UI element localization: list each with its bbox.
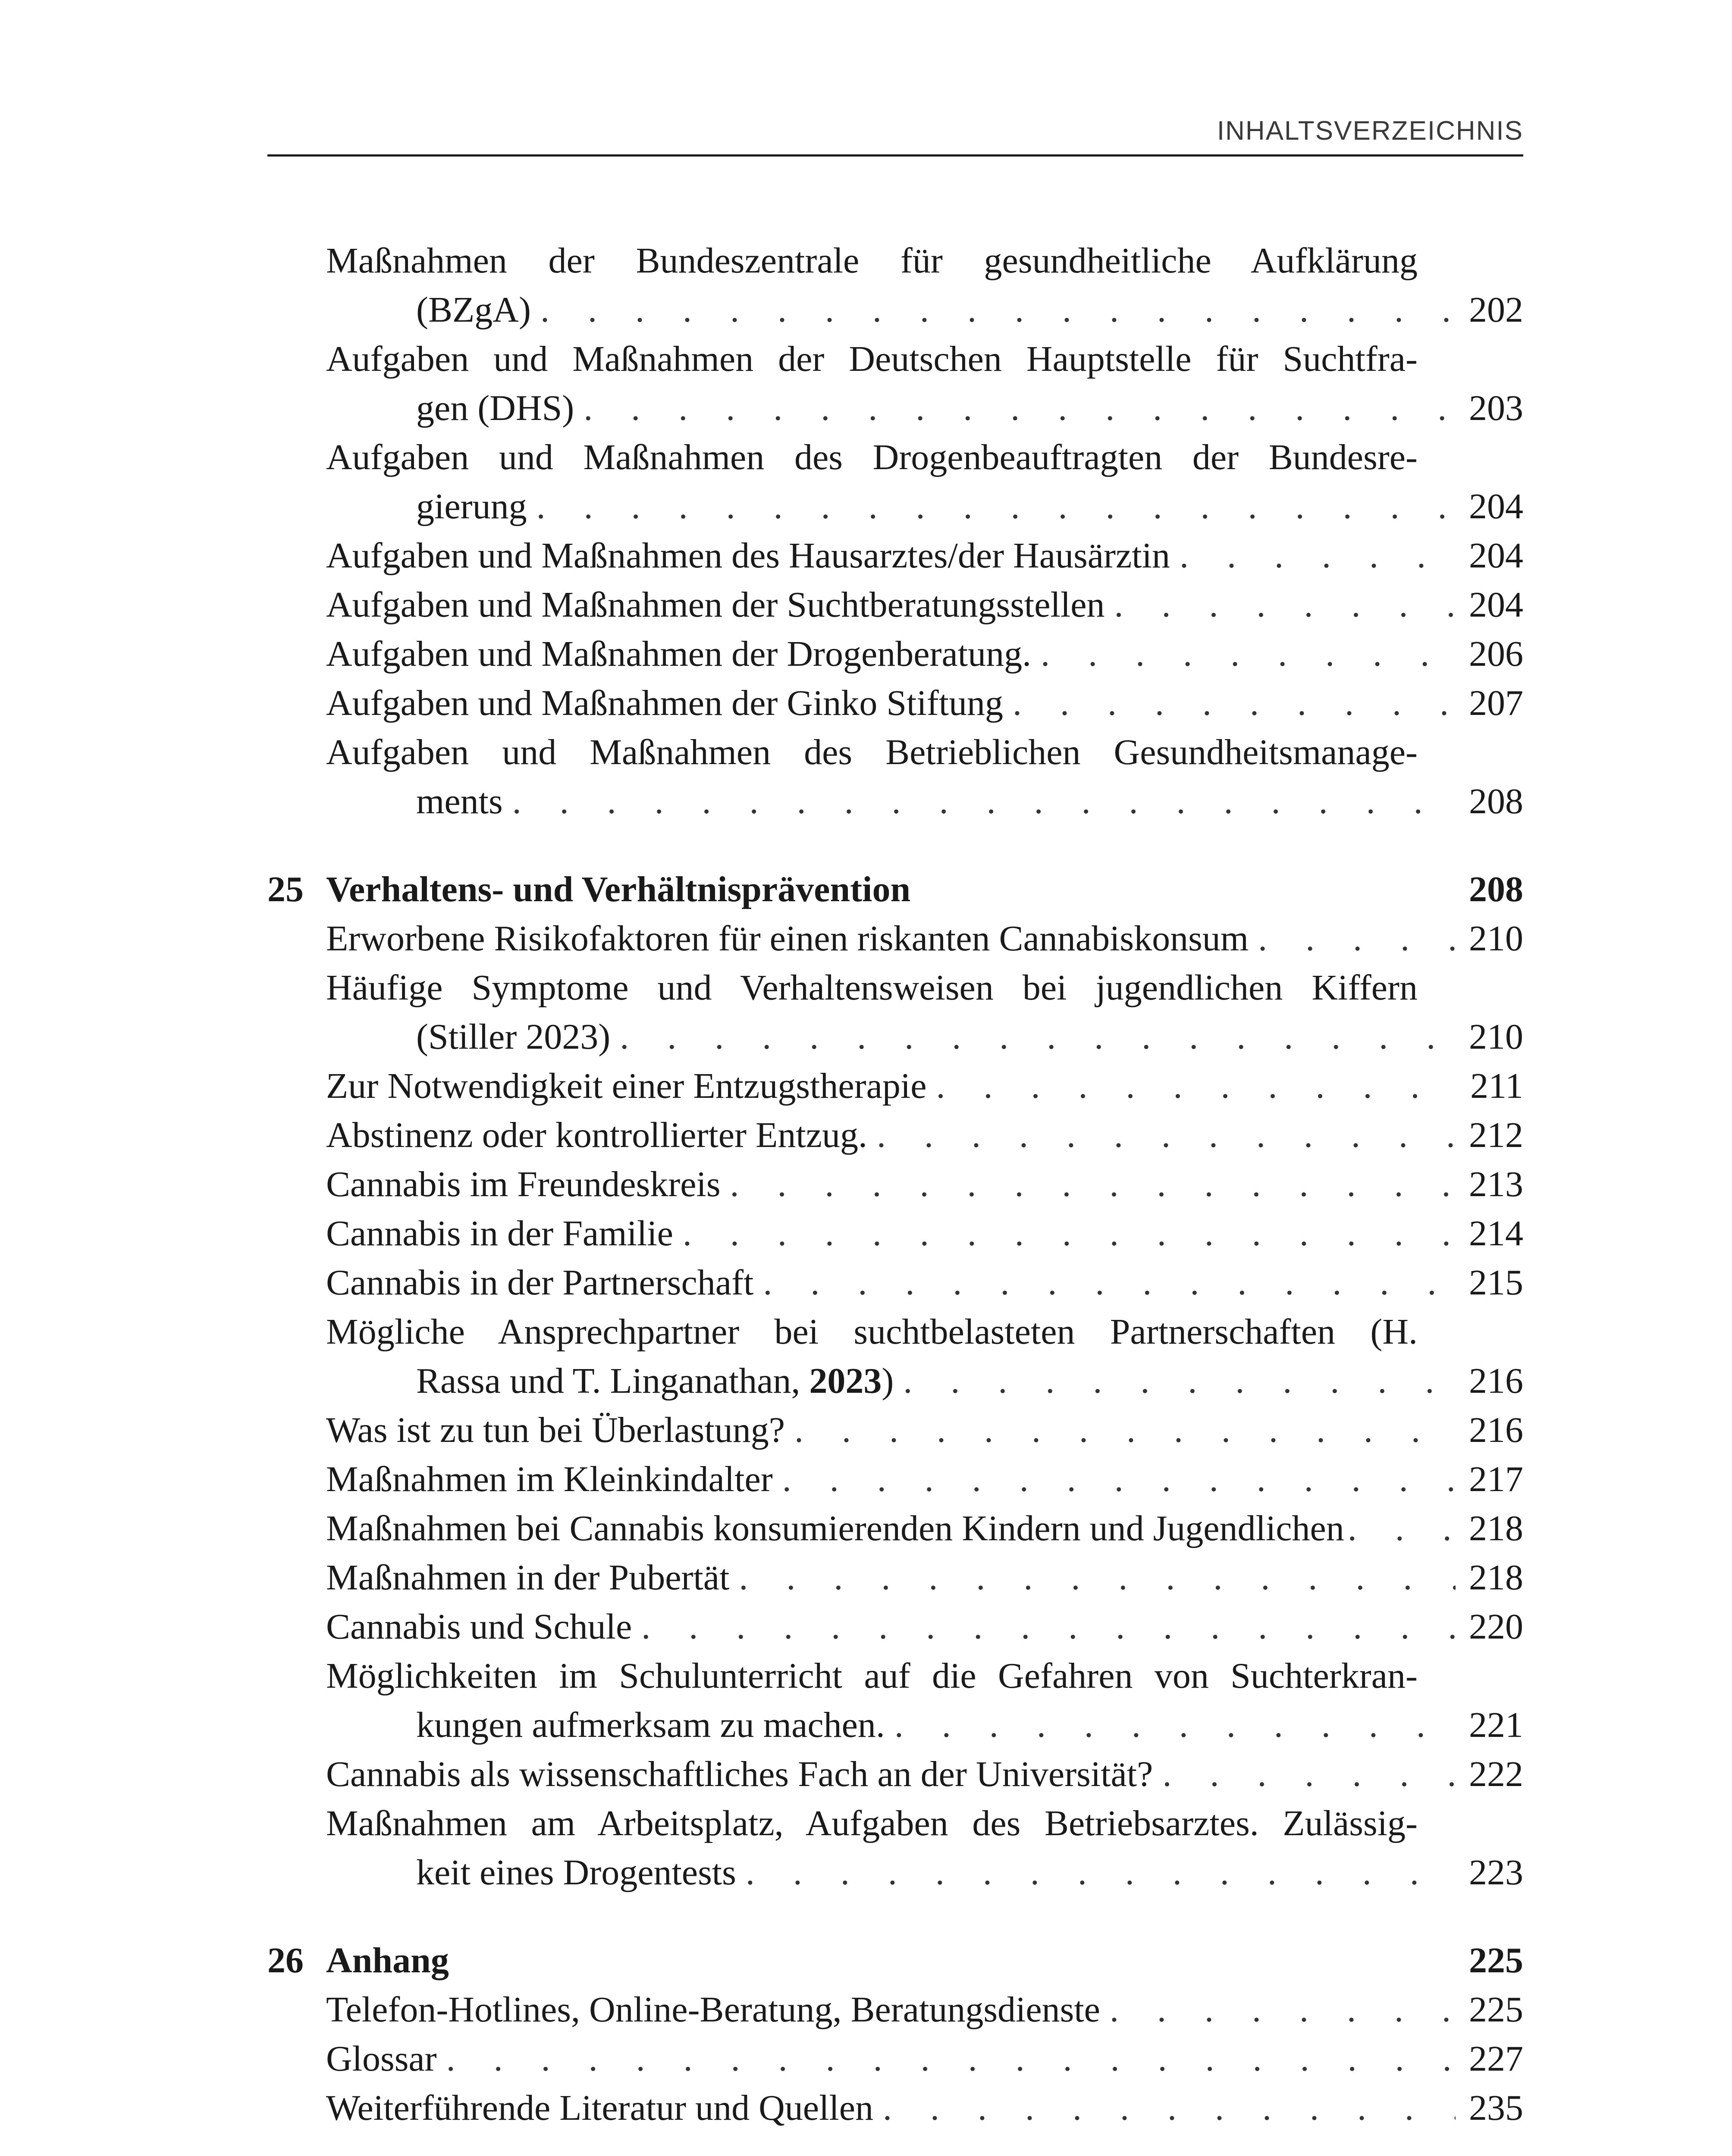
running-header-title: INHALTSVERZEICHNIS: [1217, 116, 1523, 146]
toc-page-number: 225: [1469, 1990, 1523, 2030]
toc-entry-title: Cannabis und Schule: [326, 1607, 632, 1647]
toc-entry-line: Häufige Symptome und Verhaltensweisen bei jugendlichen Kiffern: [326, 968, 1418, 1008]
dot-leader: [763, 1258, 1456, 1307]
toc-entry[interactable]: [267, 1504, 1523, 1553]
toc-entry[interactable]: [267, 2084, 1523, 2133]
toc-entry-title: Was ist zu tun bei Überlastung?: [326, 1410, 785, 1450]
toc-entry[interactable]: [267, 1357, 1523, 1406]
chapter-number: 26: [267, 1940, 304, 1981]
toc-entry-title: ments: [416, 781, 503, 821]
toc-entry-title: Cannabis in der Partnerschaft: [326, 1263, 754, 1303]
dot-leader: [446, 2034, 1456, 2084]
dot-leader: [739, 1553, 1456, 1602]
toc-entry-line: Mögliche Ansprechpartner bei suchtbelasteten Partnerschaften (H.: [326, 1312, 1418, 1352]
toc-page-number: 222: [1469, 1754, 1523, 1794]
chapter-title: Verhaltens- und Verhältnisprävention: [326, 869, 911, 909]
toc-entry-title: (Stiller 2023): [416, 1017, 611, 1057]
dot-leader: [620, 1012, 1456, 1062]
toc-entry-line: Möglichkeiten im Schulunterricht auf die Gefahren von Suchterkran-: [326, 1656, 1418, 1696]
toc-entry[interactable]: [267, 777, 1523, 826]
toc-entry-text: Rassa und T. Linganathan,: [416, 1361, 810, 1401]
toc-page-number: 217: [1469, 1459, 1523, 1499]
toc-entry[interactable]: [267, 914, 1523, 963]
toc-page-number: 216: [1469, 1410, 1523, 1450]
toc-entry-title: gierung: [416, 486, 527, 526]
toc-entry[interactable]: [267, 1111, 1523, 1160]
toc-entry[interactable]: [267, 1406, 1523, 1455]
toc-page-number: 206: [1469, 634, 1523, 674]
toc-entry[interactable]: [267, 1455, 1523, 1504]
dot-leader: [746, 1848, 1456, 1897]
toc-entry[interactable]: [267, 1750, 1523, 1799]
toc-entry-line: Maßnahmen der Bundeszentrale für gesundheitliche Aufklärung: [326, 241, 1418, 281]
dot-leader: [730, 1160, 1456, 1209]
toc-entry[interactable]: [267, 1062, 1523, 1111]
toc-page-number: 213: [1469, 1164, 1523, 1204]
toc-chapter-25[interactable]: [267, 865, 1523, 914]
dot-leader: [1110, 1985, 1456, 2034]
toc-entry-title: Maßnahmen bei Cannabis konsumierenden Kindern und Jugendlichen: [326, 1508, 1344, 1548]
toc-entry-title: Maßnahmen in der Pubertät: [326, 1557, 730, 1598]
toc-entry-title: Glossar: [326, 2039, 437, 2079]
toc-page-number: 235: [1469, 2088, 1523, 2128]
toc-entry-title: [416, 1357, 894, 1406]
toc-entry-title: Erworbene Risikofaktoren für einen riskanten Cannabiskonsum: [326, 918, 1249, 959]
toc-entry-title: Aufgaben und Maßnahmen des Hausarztes/der Hausärztin: [326, 536, 1170, 576]
toc-page-number: 227: [1469, 2039, 1523, 2079]
chapter-page-number: 208: [1469, 869, 1523, 909]
toc-entry-title: Aufgaben und Maßnahmen der Ginko Stiftung: [326, 683, 1004, 723]
toc-entry-title: Abstinenz oder kontrollierter Entzug.: [326, 1115, 867, 1155]
toc-page-number: 221: [1469, 1705, 1523, 1745]
dot-leader: [540, 285, 1456, 335]
toc-entry-line: Aufgaben und Maßnahmen der Deutschen Hauptstelle für Suchtfra-: [326, 339, 1418, 379]
dot-leader: [936, 1062, 1456, 1111]
toc-page-number: 218: [1469, 1508, 1523, 1548]
toc-entry[interactable]: [267, 1553, 1523, 1602]
dot-leader: [512, 777, 1456, 826]
toc-page-number: 218: [1469, 1557, 1523, 1598]
toc-entry-title: kungen aufmerksam zu machen.: [416, 1705, 885, 1745]
toc-page-number: 204: [1469, 486, 1523, 526]
toc-page-number: 204: [1469, 585, 1523, 625]
toc-page-number: 223: [1469, 1852, 1523, 1893]
toc-page-number: 211: [1470, 1066, 1523, 1106]
toc-page-number: 220: [1469, 1607, 1523, 1647]
toc-page-number: 210: [1469, 1017, 1523, 1057]
dot-leader: [894, 1701, 1456, 1750]
toc-entry-line: Maßnahmen am Arbeitsplatz, Aufgaben des Betriebsarztes. Zulässig-: [326, 1803, 1418, 1843]
toc-entry[interactable]: [267, 1209, 1523, 1258]
toc-entry[interactable]: [267, 679, 1523, 728]
toc-entry[interactable]: [267, 2034, 1523, 2084]
dot-leader: [584, 384, 1456, 433]
table-of-contents: [267, 236, 1523, 2133]
dot-leader: [1258, 914, 1456, 963]
dot-leader: [1041, 630, 1456, 679]
toc-entry[interactable]: [267, 580, 1523, 630]
dot-leader: [1162, 1750, 1456, 1799]
dot-leader: [1013, 679, 1456, 728]
dot-leader: [782, 1455, 1456, 1504]
toc-page-number: 215: [1469, 1263, 1523, 1303]
dot-leader: [794, 1406, 1456, 1455]
toc-page-number: 216: [1469, 1361, 1523, 1401]
toc-entry-title: Cannabis im Freundeskreis: [326, 1164, 721, 1204]
toc-entry[interactable]: [267, 384, 1523, 433]
dot-leader: [641, 1602, 1456, 1651]
toc-entry-title: (BZgA): [416, 290, 531, 330]
toc-entry-title: Cannabis in der Familie: [326, 1213, 673, 1253]
toc-page-number: 202: [1469, 290, 1523, 330]
dot-leader: [1348, 1504, 1462, 1553]
toc-page-number: 214: [1469, 1213, 1523, 1253]
toc-page-number: 212: [1469, 1115, 1523, 1155]
toc-page-number: 208: [1469, 781, 1523, 821]
toc-entry-year: 2023: [809, 1361, 882, 1401]
toc-entry[interactable]: [267, 1258, 1523, 1307]
toc-entry-text: ): [882, 1361, 894, 1401]
dot-leader: [683, 1209, 1456, 1258]
toc-entry-title: Aufgaben und Maßnahmen der Drogenberatung.: [326, 634, 1032, 674]
toc-entry[interactable]: [267, 285, 1523, 335]
toc-entry-title: Zur Notwendigkeit einer Entzugstherapie: [326, 1066, 927, 1106]
toc-page-number: 210: [1469, 918, 1523, 959]
toc-entry-title: Maßnahmen im Kleinkindalter: [326, 1459, 773, 1499]
toc-entry[interactable]: [267, 1848, 1523, 1897]
toc-entry-title: Cannabis als wissenschaftliches Fach an der Universität?: [326, 1754, 1153, 1794]
chapter-page-number: 225: [1469, 1940, 1523, 1981]
dot-leader: [537, 482, 1456, 531]
toc-entry[interactable]: [267, 531, 1523, 580]
toc-entry[interactable]: [267, 630, 1523, 679]
dot-leader: [883, 2084, 1456, 2133]
chapter-number: 25: [267, 869, 304, 909]
toc-entry-title: gen (DHS): [416, 388, 574, 428]
toc-page-number: 203: [1469, 388, 1523, 428]
toc-page-number: 204: [1469, 536, 1523, 576]
dot-leader: [877, 1111, 1456, 1160]
toc-entry[interactable]: [267, 1701, 1523, 1750]
toc-entry-title: Telefon-Hotlines, Online-Beratung, Beratungsdienste: [326, 1990, 1100, 2030]
toc-entry[interactable]: [267, 1012, 1523, 1062]
toc-entry[interactable]: [267, 1602, 1523, 1651]
dot-leader: [1114, 580, 1456, 630]
toc-entry-title: keit eines Drogentests: [416, 1852, 736, 1893]
running-header: [267, 116, 1523, 157]
toc-entry-title: Aufgaben und Maßnahmen der Suchtberatungsstellen: [326, 585, 1105, 625]
toc-entry-title: Weiterführende Literatur und Quellen: [326, 2088, 874, 2128]
toc-entry[interactable]: [267, 1160, 1523, 1209]
chapter-title: Anhang: [326, 1940, 449, 1981]
toc-entry[interactable]: [267, 1985, 1523, 2034]
toc-entry[interactable]: [267, 482, 1523, 531]
dot-leader: [1180, 531, 1456, 580]
toc-entry-line: Aufgaben und Maßnahmen des Betrieblichen Gesundheitsmanage-: [326, 732, 1418, 772]
toc-entry-line: Aufgaben und Maßnahmen des Drogenbeauftragten der Bundesre-: [326, 437, 1418, 477]
dot-leader: [903, 1357, 1456, 1406]
toc-page-number: 207: [1469, 683, 1523, 723]
toc-chapter-26[interactable]: [267, 1936, 1523, 1985]
